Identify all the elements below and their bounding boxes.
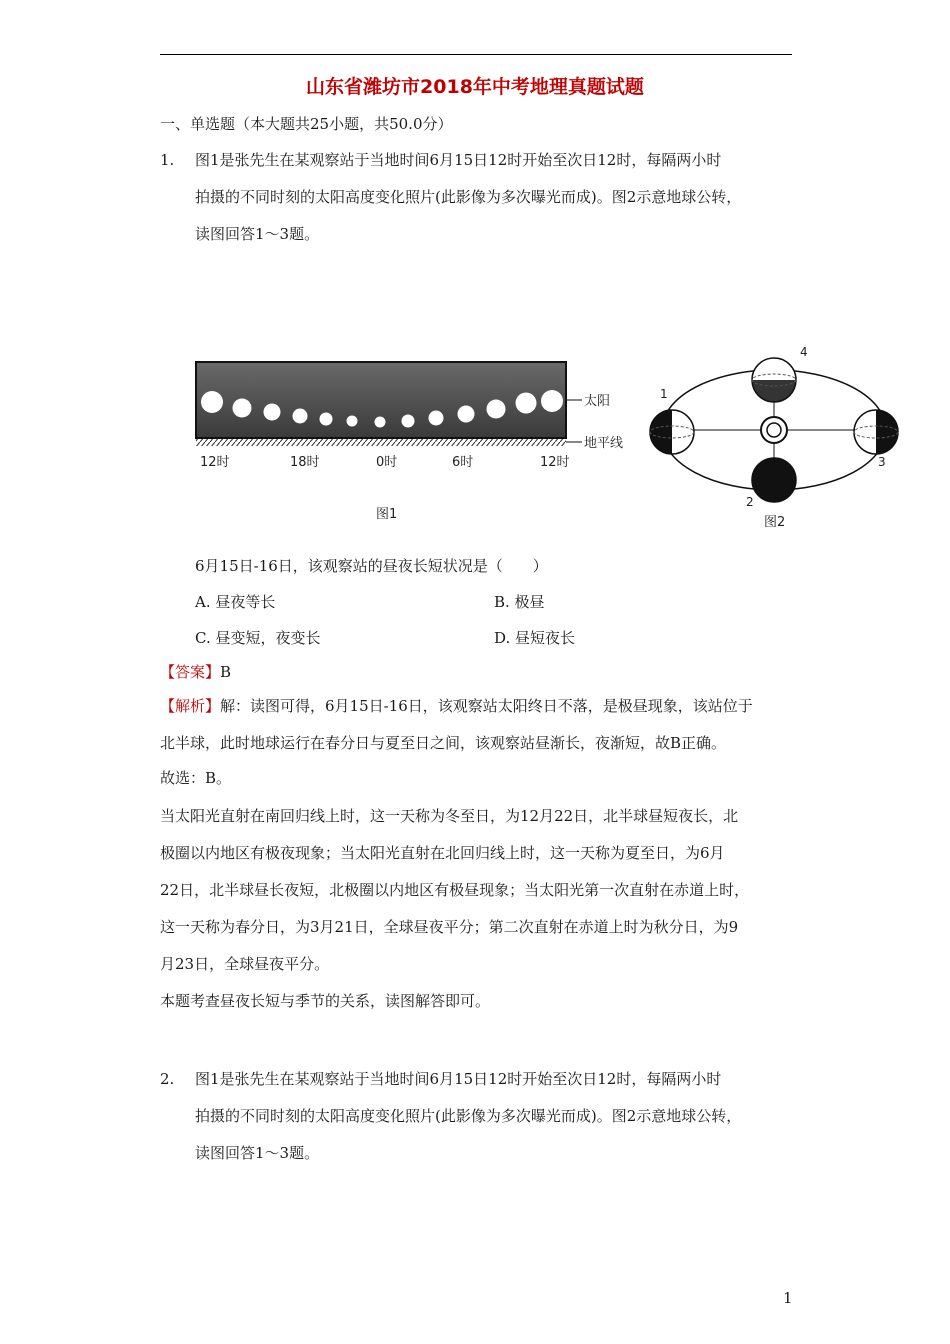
analysis-tag: 【解析】 <box>160 697 221 715</box>
horizon-label: 地平线 <box>584 436 624 451</box>
header-rule <box>160 54 792 55</box>
earth-position-3 <box>854 410 898 469</box>
answer-value: B <box>220 663 232 681</box>
sun-dot <box>347 416 358 427</box>
tick-label: 12时 <box>540 455 570 470</box>
sun-dot <box>375 417 386 428</box>
sun-dot <box>320 413 333 426</box>
q1-number: 1. <box>160 151 175 169</box>
sun-dot <box>402 415 415 428</box>
analysis-line: 北半球，此时地球运行在春分日与夏至日之间，该观察站昼渐长，夜渐短，故B正确。 <box>160 734 727 752</box>
document-title: 山东省潍坊市2018年中考地理真题试题 <box>306 76 644 98</box>
q1-stem-line: 图1是张先生在某观察站于当地时间6月15日12时开始至次日12时，每隔两小时 <box>195 151 722 169</box>
sun-dot <box>233 399 252 418</box>
tick-label: 0时 <box>376 455 398 470</box>
sun-center-inner <box>767 423 781 437</box>
analysis-line: 故选：B。 <box>160 769 232 787</box>
position-label: 2 <box>746 495 754 509</box>
sun-dot <box>458 406 475 423</box>
earth-position-4 <box>752 345 808 402</box>
section-heading: 一、单选题（本大题共25小题，共50.0分） <box>160 115 453 133</box>
analysis-line: 22日，北半球昼长夜短，北极圈以内地区有极昼现象；当太阳光第一次直射在赤道上时， <box>160 881 750 899</box>
analysis-line: 极圈以内地区有极夜现象；当太阳光直射在北回归线上时，这一天称为夏至日，为6月 <box>160 844 725 862</box>
sun-dot <box>429 411 444 426</box>
q2-stem-line: 读图回答1～3题。 <box>195 1144 320 1162</box>
q1-stem-line: 读图回答1～3题。 <box>195 225 320 243</box>
position-label: 3 <box>878 455 886 469</box>
page-number: 1 <box>783 1289 793 1307</box>
sun-dot <box>201 391 223 413</box>
option-b[interactable]: B. 极昼 <box>494 593 545 611</box>
option-c[interactable]: C. 昼变短，夜变长 <box>195 629 321 647</box>
sun-dot <box>516 393 537 414</box>
figure2-caption: 图2 <box>764 515 786 530</box>
sun-label: 太阳 <box>584 394 611 409</box>
position-label: 4 <box>800 345 808 359</box>
tick-label: 12时 <box>200 455 230 470</box>
analysis-text: 解：读图可得，6月15日-16日，该观察站太阳终日不落，是极昼现象，该站位于 <box>220 697 753 715</box>
option-a[interactable]: A. 昼夜等长 <box>195 593 276 611</box>
analysis-line: 月23日，全球昼夜平分。 <box>160 955 330 973</box>
figure2-orbit <box>650 345 898 530</box>
analysis-line: 当太阳光直射在南回归线上时，这一天称为冬至日，为12月22日，北半球昼短夜长，北 <box>160 807 739 825</box>
earth-position-1 <box>650 387 694 454</box>
sun-dot <box>487 400 506 419</box>
tick-label: 18时 <box>290 455 320 470</box>
figure1-caption: 图1 <box>376 507 398 522</box>
analysis-line: 本题考查昼夜长短与季节的关系，读图解答即可。 <box>160 992 491 1010</box>
figure1-sun-photo <box>196 362 623 522</box>
q1-stem-line: 拍摄的不同时刻的太阳高度变化照片(此影像为多次曝光而成)。图2示意地球公转， <box>195 188 742 206</box>
analysis-line: 这一天称为春分日，为3月21日，全球昼夜平分；第二次直射在赤道上时为秋分日，为9 <box>160 918 739 936</box>
figure-area <box>190 340 930 540</box>
answer-tag: 【答案】 <box>160 663 221 681</box>
q2-stem-line: 拍摄的不同时刻的太阳高度变化照片(此影像为多次曝光而成)。图2示意地球公转， <box>195 1107 742 1125</box>
q2-number: 2. <box>160 1070 175 1088</box>
position-label: 1 <box>660 387 668 401</box>
figures-svg <box>190 340 930 540</box>
analysis-line <box>160 696 753 716</box>
q2-stem-line: 图1是张先生在某观察站于当地时间6月15日12时开始至次日12时，每隔两小时 <box>195 1070 722 1088</box>
earth-position-2 <box>746 458 796 509</box>
tick-label: 6时 <box>452 455 474 470</box>
option-d[interactable]: D. 昼短夜长 <box>494 629 576 647</box>
sun-dot <box>293 409 308 424</box>
answer-line <box>160 662 231 682</box>
sun-dot <box>264 404 281 421</box>
q1-question: 6月15日-16日，该观察站的昼夜长短状况是（ ） <box>195 557 548 575</box>
ground-hatch <box>196 438 566 446</box>
sun-dot <box>541 390 563 412</box>
